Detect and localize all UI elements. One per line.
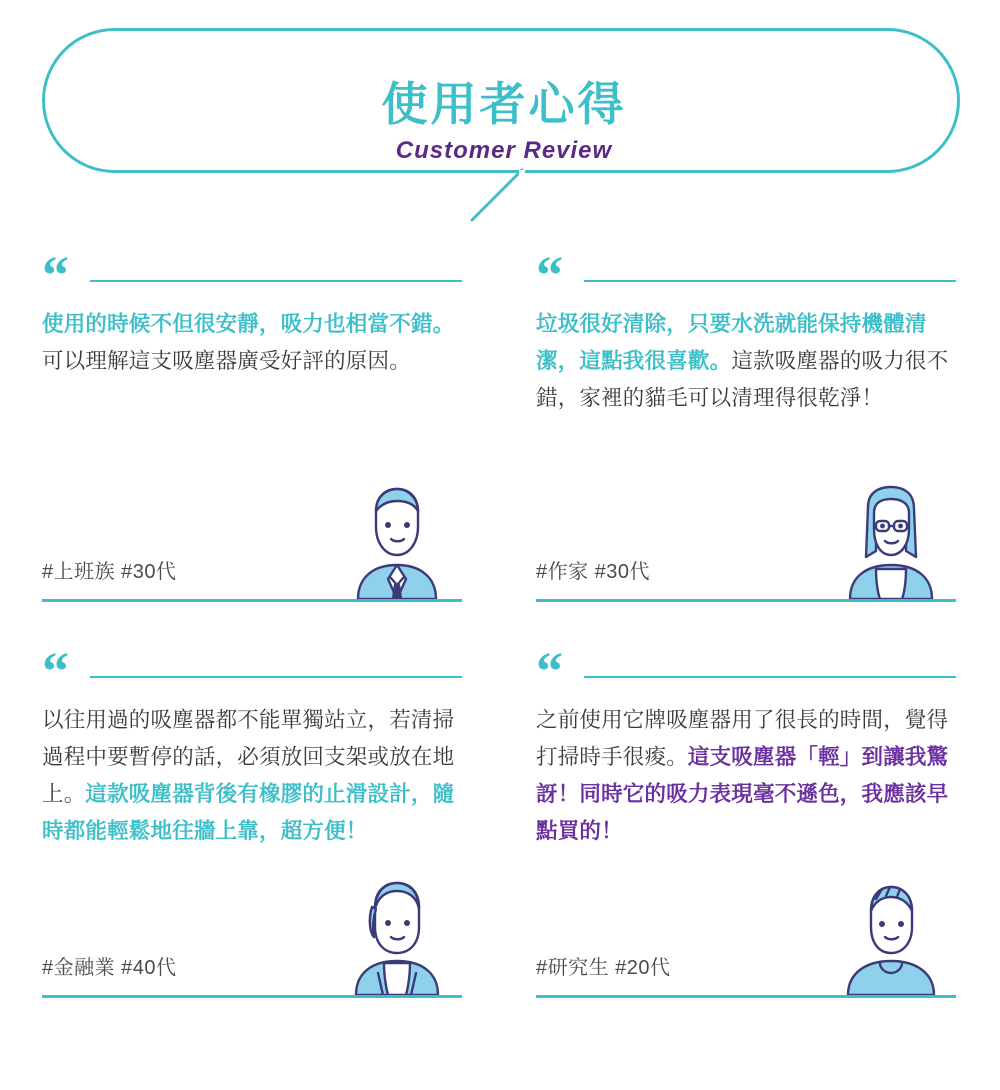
quote-mark-icon: “ <box>536 245 561 305</box>
review-text-highlight: 使用的時候不但很安靜，吸力也相當不錯。 <box>42 312 455 336</box>
speech-bubble-tail-icon <box>470 168 530 222</box>
review-text <box>42 702 462 850</box>
divider <box>42 995 462 998</box>
divider <box>536 599 956 602</box>
review-text-normal: 可以理解這支吸塵器廣受好評的原因。 <box>42 349 411 373</box>
review-text <box>536 702 956 850</box>
page-title: 使用者心得 <box>381 78 627 130</box>
avatar-writer-female-icon <box>832 481 950 599</box>
avatar <box>338 877 456 995</box>
review-tags: #上班族 #30代 <box>42 561 177 583</box>
quote-header <box>42 641 462 701</box>
avatar <box>338 481 456 599</box>
quote-mark-icon: “ <box>536 641 561 701</box>
quote-header <box>536 641 956 701</box>
divider <box>90 676 462 678</box>
divider <box>42 599 462 602</box>
divider <box>584 280 956 282</box>
review-tags: #作家 #30代 <box>536 561 651 583</box>
review-card <box>536 245 956 622</box>
quote-header <box>42 245 462 305</box>
divider <box>584 676 956 678</box>
review-text-highlight: 這支吸塵器「輕」到讓我驚訝！同時它的吸力表現毫不遜色，我應該早點買的！ <box>536 745 949 843</box>
avatar <box>832 481 950 599</box>
review-text <box>536 306 956 417</box>
review-tags: #研究生 #20代 <box>536 957 671 979</box>
avatar-student-male-icon <box>832 877 950 995</box>
avatar-finance-female-icon <box>338 877 456 995</box>
divider <box>90 280 462 282</box>
review-text-highlight: 這款吸塵器背後有橡膠的止滑設計，隨時都能輕鬆地往牆上靠，超方便！ <box>42 782 455 843</box>
review-text-highlight: 垃圾很好清除，只要水洗就能保持機體清潔，這點我很喜歡。 <box>536 312 927 373</box>
quote-mark-icon: “ <box>42 245 67 305</box>
avatar-office-worker-male-icon <box>338 481 456 599</box>
avatar <box>832 877 950 995</box>
quote-header <box>536 245 956 305</box>
review-text-normal: 之前使用它牌吸塵器用了很長的時間，覺得打掃時手很痠。 <box>536 708 949 769</box>
review-card <box>536 641 956 1018</box>
review-card <box>42 245 462 622</box>
page-header <box>0 0 1000 235</box>
review-card <box>42 641 462 1018</box>
review-tags: #金融業 #40代 <box>42 957 177 979</box>
reviews-grid <box>0 245 1000 1090</box>
divider <box>536 995 956 998</box>
page-subtitle: Customer Review <box>395 137 613 164</box>
review-text-normal: 以往用過的吸塵器都不能單獨站立，若清掃過程中要暫停的話，必須放回支架或放在地上。 <box>42 708 455 806</box>
review-text <box>42 306 462 380</box>
review-text-normal: 這款吸塵器的吸力很不錯，家裡的貓毛可以清理得很乾淨！ <box>536 349 949 410</box>
quote-mark-icon: “ <box>42 641 67 701</box>
header-speech-bubble <box>42 28 960 173</box>
